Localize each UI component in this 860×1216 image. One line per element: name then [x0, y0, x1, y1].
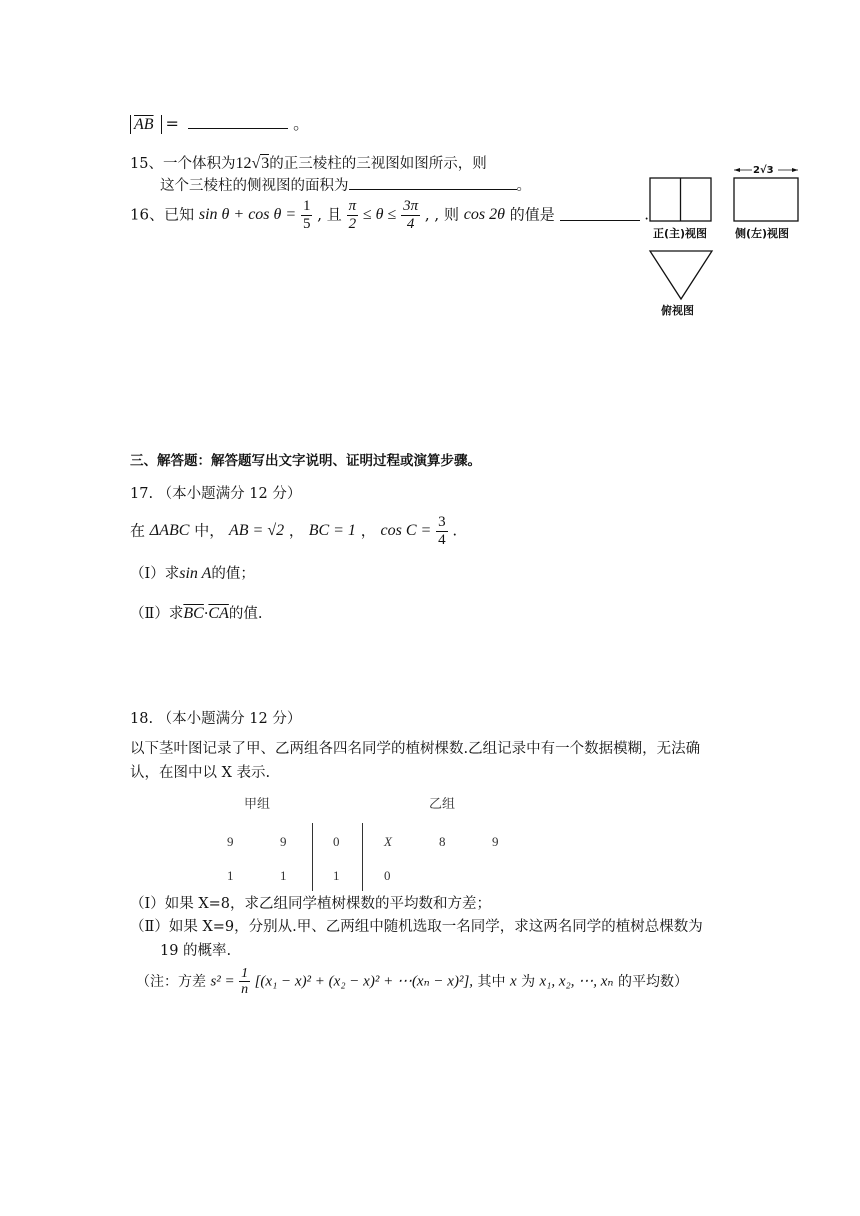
top-view-shape — [650, 251, 712, 299]
section-3-title: 三、解答题：解答题写出文字说明、证明过程或演算步骤。 — [130, 453, 481, 469]
vector-bc: $\overline{BC}$ — [183, 605, 204, 622]
q17-fraction-3-4: $\frac{3}{4}$ — [438, 514, 446, 548]
q16-fraction-3pi-4: $\frac{3\pi}{4}$ — [403, 198, 419, 232]
q18-desc-line1: 以下茎叶图记录了甲、乙两组各四名同学的植树棵数.乙组记录中有一个数据模糊，无法确 — [130, 741, 701, 757]
stemleaf-divider-right — [362, 823, 363, 891]
q18-header: 18. （本小题满分 12 分） — [130, 711, 302, 727]
note-fraction-1-n: $\frac{1}{n}$ — [241, 966, 249, 998]
q17-part2: （Ⅱ）求$\overline{BC}\cdot\overline{CA}$的值. — [130, 605, 263, 622]
q14-answer-line: $\overline{AB}$ = 。 — [130, 116, 309, 133]
stemleaf-right-title: 乙组 — [429, 797, 456, 812]
leaf-left-r2-b: 1 — [280, 868, 287, 883]
q16-fraction-pi-2: $\frac{\pi}{2}$ — [348, 198, 357, 232]
q18-part2-line2: 19 的概率. — [160, 943, 232, 959]
q16-blank[interactable] — [560, 220, 640, 221]
leaf-right-r1-a: X — [384, 834, 392, 849]
leaf-left-r1-a: 9 — [227, 834, 234, 849]
q15-blank[interactable] — [349, 189, 517, 190]
side-view-label: 侧(左)视图 — [735, 227, 790, 240]
q18-part2-line1: （Ⅱ）如果 X=9，分别从.甲、乙两组中随机选取一名同学，求这两名同学的植树总棵数为 — [130, 919, 703, 935]
stemleaf-left-title: 甲组 — [244, 797, 271, 812]
q18-note: （注：方差 s² = $\frac{1}{n}$ [(x₁ − x)² + (x₂ − x)² + ⋯(xₙ − x)²], 其中 x 为 x₁, x₂, ⋯, xₙ 的平均数） — [136, 966, 688, 998]
q17-part1: （Ⅰ）求sin A的值； — [130, 565, 255, 582]
sqrt-3: √3 — [251, 155, 270, 172]
stemleaf-divider-left — [312, 823, 313, 891]
vector-ab: $\overline{AB}$ — [134, 116, 154, 133]
side-view-shape — [734, 178, 798, 221]
q17-given: 在 ΔABC 中， AB = √2 ， BC = 1 ， cos C = $\frac{3}{4}$ . — [130, 514, 458, 548]
q18-desc-line2: 认，在图中以 X 表示. — [130, 765, 271, 781]
leaf-left-r1-b: 9 — [280, 834, 287, 849]
q15-line2: 这个三棱柱的侧视图的面积为 。 — [160, 178, 531, 194]
vector-ca: $\overline{CA}$ — [208, 605, 229, 622]
q17-header: 17. （本小题满分 12 分） — [130, 486, 302, 502]
leaf-right-r1-b: 8 — [439, 834, 446, 849]
side-view-dimension: 2√3 — [753, 165, 774, 176]
top-view-label: 俯视图 — [661, 304, 694, 317]
leaf-left-r2-a: 1 — [227, 868, 234, 883]
leaf-right-r2-a: 0 — [384, 868, 391, 883]
stem-r2: 1 — [333, 868, 340, 883]
three-views-figure — [645, 165, 815, 315]
q16-fraction-1-5: $\frac{1}{5}$ — [302, 198, 311, 232]
front-view-label: 正(主)视图 — [653, 227, 708, 240]
stem-r1: 0 — [333, 834, 340, 849]
leaf-right-r1-c: 9 — [492, 834, 499, 849]
q15-line1: 15、一个体积为12√3的正三棱柱的三视图如图所示，则 — [130, 155, 487, 172]
q14-blank[interactable] — [188, 128, 288, 129]
q18-part1: （Ⅰ）如果 X=8，求乙组同学植树棵数的平均数和方差； — [130, 896, 492, 912]
q16-line: 16、已知 sin θ + cos θ = $\frac{1}{5}$ , 且 $\frac{\pi}{2}$ ≤ θ ≤ $\frac{3\pi}{4}$ , , 则 cos 2θ 的值是 . — [130, 198, 650, 232]
